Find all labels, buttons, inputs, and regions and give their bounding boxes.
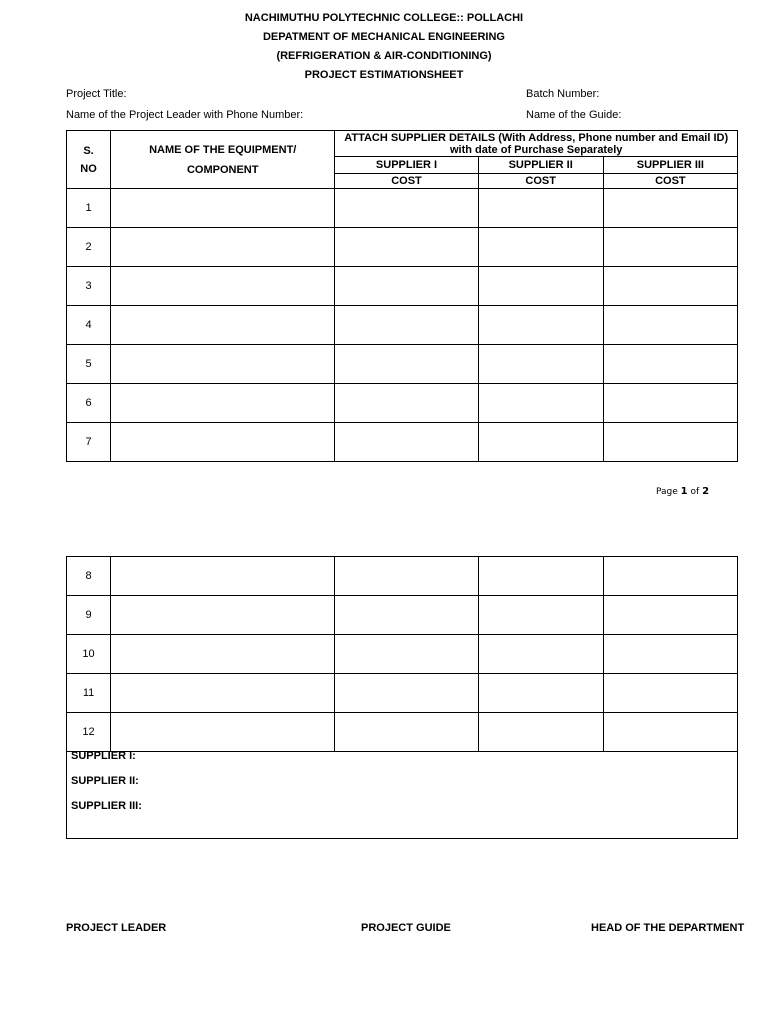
supplier-2-cost-cell[interactable] xyxy=(478,674,603,713)
branch-name: (REFRIGERATION & AIR-CONDITIONING) xyxy=(276,50,492,62)
equipment-cell[interactable] xyxy=(111,267,335,306)
table-row xyxy=(67,267,738,306)
supplier-1-cost-cell[interactable] xyxy=(335,228,478,267)
table-row xyxy=(67,228,738,267)
page-of: of xyxy=(690,487,700,497)
supplier-2-label: SUPPLIER II: xyxy=(71,775,139,787)
hod-signature: HEAD OF THE DEPARTMENT xyxy=(591,922,745,934)
supplier-2-cost-cell[interactable] xyxy=(478,384,603,423)
row-number: 11 xyxy=(67,674,111,713)
equipment-cell[interactable] xyxy=(111,557,335,596)
estimation-table-page1 xyxy=(66,130,738,462)
supplier-3-cost-cell[interactable] xyxy=(603,713,737,752)
page-number xyxy=(656,486,709,497)
supplier-1-cost-cell[interactable] xyxy=(335,596,478,635)
supplier-1-cost-cell[interactable] xyxy=(335,713,478,752)
row-number: 7 xyxy=(67,423,111,462)
supplier-2-cost-cell[interactable] xyxy=(478,189,603,228)
project-leader-signature: PROJECT LEADER xyxy=(66,922,167,934)
equipment-cell[interactable] xyxy=(111,635,335,674)
supplier-2-cost-cell[interactable] xyxy=(478,635,603,674)
equipment-cell[interactable] xyxy=(111,674,335,713)
supplier-3-cost-cell[interactable] xyxy=(603,306,737,345)
batch-number-label: Batch Number: xyxy=(526,88,600,100)
row-number: 6 xyxy=(67,384,111,423)
supplier-2-cost-cell[interactable] xyxy=(478,345,603,384)
supplier-2-header: SUPPLIER II xyxy=(478,157,603,174)
attach-supplier-note: ATTACH SUPPLIER DETAILS (With Address, Phone number and Email ID) with date of Purchase Separately xyxy=(335,131,738,157)
row-number: 4 xyxy=(67,306,111,345)
supplier-1-cost-cell[interactable] xyxy=(335,635,478,674)
supplier-1-cost-header: COST xyxy=(335,174,478,189)
table-row xyxy=(67,635,738,674)
table-row xyxy=(67,423,738,462)
supplier-3-cost-cell[interactable] xyxy=(603,596,737,635)
sno-header xyxy=(67,131,111,189)
sheet-title: PROJECT ESTIMATIONSHEET xyxy=(304,69,464,81)
project-guide-signature: PROJECT GUIDE xyxy=(361,922,451,934)
row-number: 9 xyxy=(67,596,111,635)
supplier-3-cost-cell[interactable] xyxy=(603,423,737,462)
supplier-1-header: SUPPLIER I xyxy=(335,157,478,174)
equipment-cell[interactable] xyxy=(111,189,335,228)
supplier-2-cost-cell[interactable] xyxy=(478,596,603,635)
supplier-3-cost-cell[interactable] xyxy=(603,189,737,228)
supplier-3-cost-cell[interactable] xyxy=(603,384,737,423)
supplier-3-cost-cell[interactable] xyxy=(603,267,737,306)
supplier-1-cost-cell[interactable] xyxy=(335,267,478,306)
equipment-cell[interactable] xyxy=(111,423,335,462)
supplier-3-cost-cell[interactable] xyxy=(603,674,737,713)
supplier-1-cost-cell[interactable] xyxy=(335,384,478,423)
page-current: 1 xyxy=(680,486,688,497)
supplier-1-cost-cell[interactable] xyxy=(335,557,478,596)
table-row xyxy=(67,557,738,596)
supplier-3-cost-cell[interactable] xyxy=(603,635,737,674)
supplier-details-box xyxy=(66,750,738,839)
sno-header-line2: NO xyxy=(80,162,97,175)
table-row xyxy=(67,189,738,228)
equipment-header-line1: NAME OF THE EQUIPMENT/ xyxy=(149,143,297,156)
table-row xyxy=(67,345,738,384)
equipment-header xyxy=(111,131,335,189)
equipment-cell[interactable] xyxy=(111,228,335,267)
supplier-1-label: SUPPLIER I: xyxy=(71,750,136,762)
supplier-1-cost-cell[interactable] xyxy=(335,345,478,384)
guide-name-label: Name of the Guide: xyxy=(526,109,622,121)
supplier-2-cost-cell[interactable] xyxy=(478,423,603,462)
project-title-label: Project Title: xyxy=(66,88,127,100)
estimation-table-page2 xyxy=(66,556,738,752)
table-row xyxy=(67,674,738,713)
row-number: 1 xyxy=(67,189,111,228)
row-number: 12 xyxy=(67,713,111,752)
supplier-1-cost-cell[interactable] xyxy=(335,423,478,462)
supplier-2-cost-cell[interactable] xyxy=(478,713,603,752)
equipment-cell[interactable] xyxy=(111,306,335,345)
project-leader-label: Name of the Project Leader with Phone Number: xyxy=(66,109,304,121)
supplier-2-cost-cell[interactable] xyxy=(478,557,603,596)
equipment-header-line2: COMPONENT xyxy=(186,163,259,176)
supplier-2-cost-cell[interactable] xyxy=(478,306,603,345)
supplier-3-label: SUPPLIER III: xyxy=(71,800,142,812)
supplier-1-cost-cell[interactable] xyxy=(335,306,478,345)
row-number: 10 xyxy=(67,635,111,674)
department-name: DEPATMENT OF MECHANICAL ENGINEERING xyxy=(262,31,505,43)
supplier-3-cost-cell[interactable] xyxy=(603,228,737,267)
supplier-2-cost-cell[interactable] xyxy=(478,267,603,306)
table-row xyxy=(67,713,738,752)
supplier-2-cost-cell[interactable] xyxy=(478,228,603,267)
supplier-3-cost-cell[interactable] xyxy=(603,557,737,596)
row-number: 8 xyxy=(67,557,111,596)
sno-header-line1: S. xyxy=(83,144,94,157)
supplier-2-cost-header: COST xyxy=(478,174,603,189)
page-total: 2 xyxy=(702,486,710,497)
supplier-3-cost-cell[interactable] xyxy=(603,345,737,384)
supplier-3-cost-header: COST xyxy=(603,174,737,189)
table-row xyxy=(67,306,738,345)
equipment-cell[interactable] xyxy=(111,345,335,384)
row-number: 3 xyxy=(67,267,111,306)
equipment-cell[interactable] xyxy=(111,713,335,752)
supplier-3-header: SUPPLIER III xyxy=(603,157,737,174)
equipment-cell[interactable] xyxy=(111,384,335,423)
equipment-cell[interactable] xyxy=(111,596,335,635)
supplier-1-cost-cell[interactable] xyxy=(335,674,478,713)
supplier-1-cost-cell[interactable] xyxy=(335,189,478,228)
page-word: Page xyxy=(656,487,678,497)
row-number: 2 xyxy=(67,228,111,267)
college-name: NACHIMUTHU POLYTECHNIC COLLEGE:: POLLACHI xyxy=(244,12,524,24)
row-number: 5 xyxy=(67,345,111,384)
table-row xyxy=(67,596,738,635)
table-row xyxy=(67,384,738,423)
